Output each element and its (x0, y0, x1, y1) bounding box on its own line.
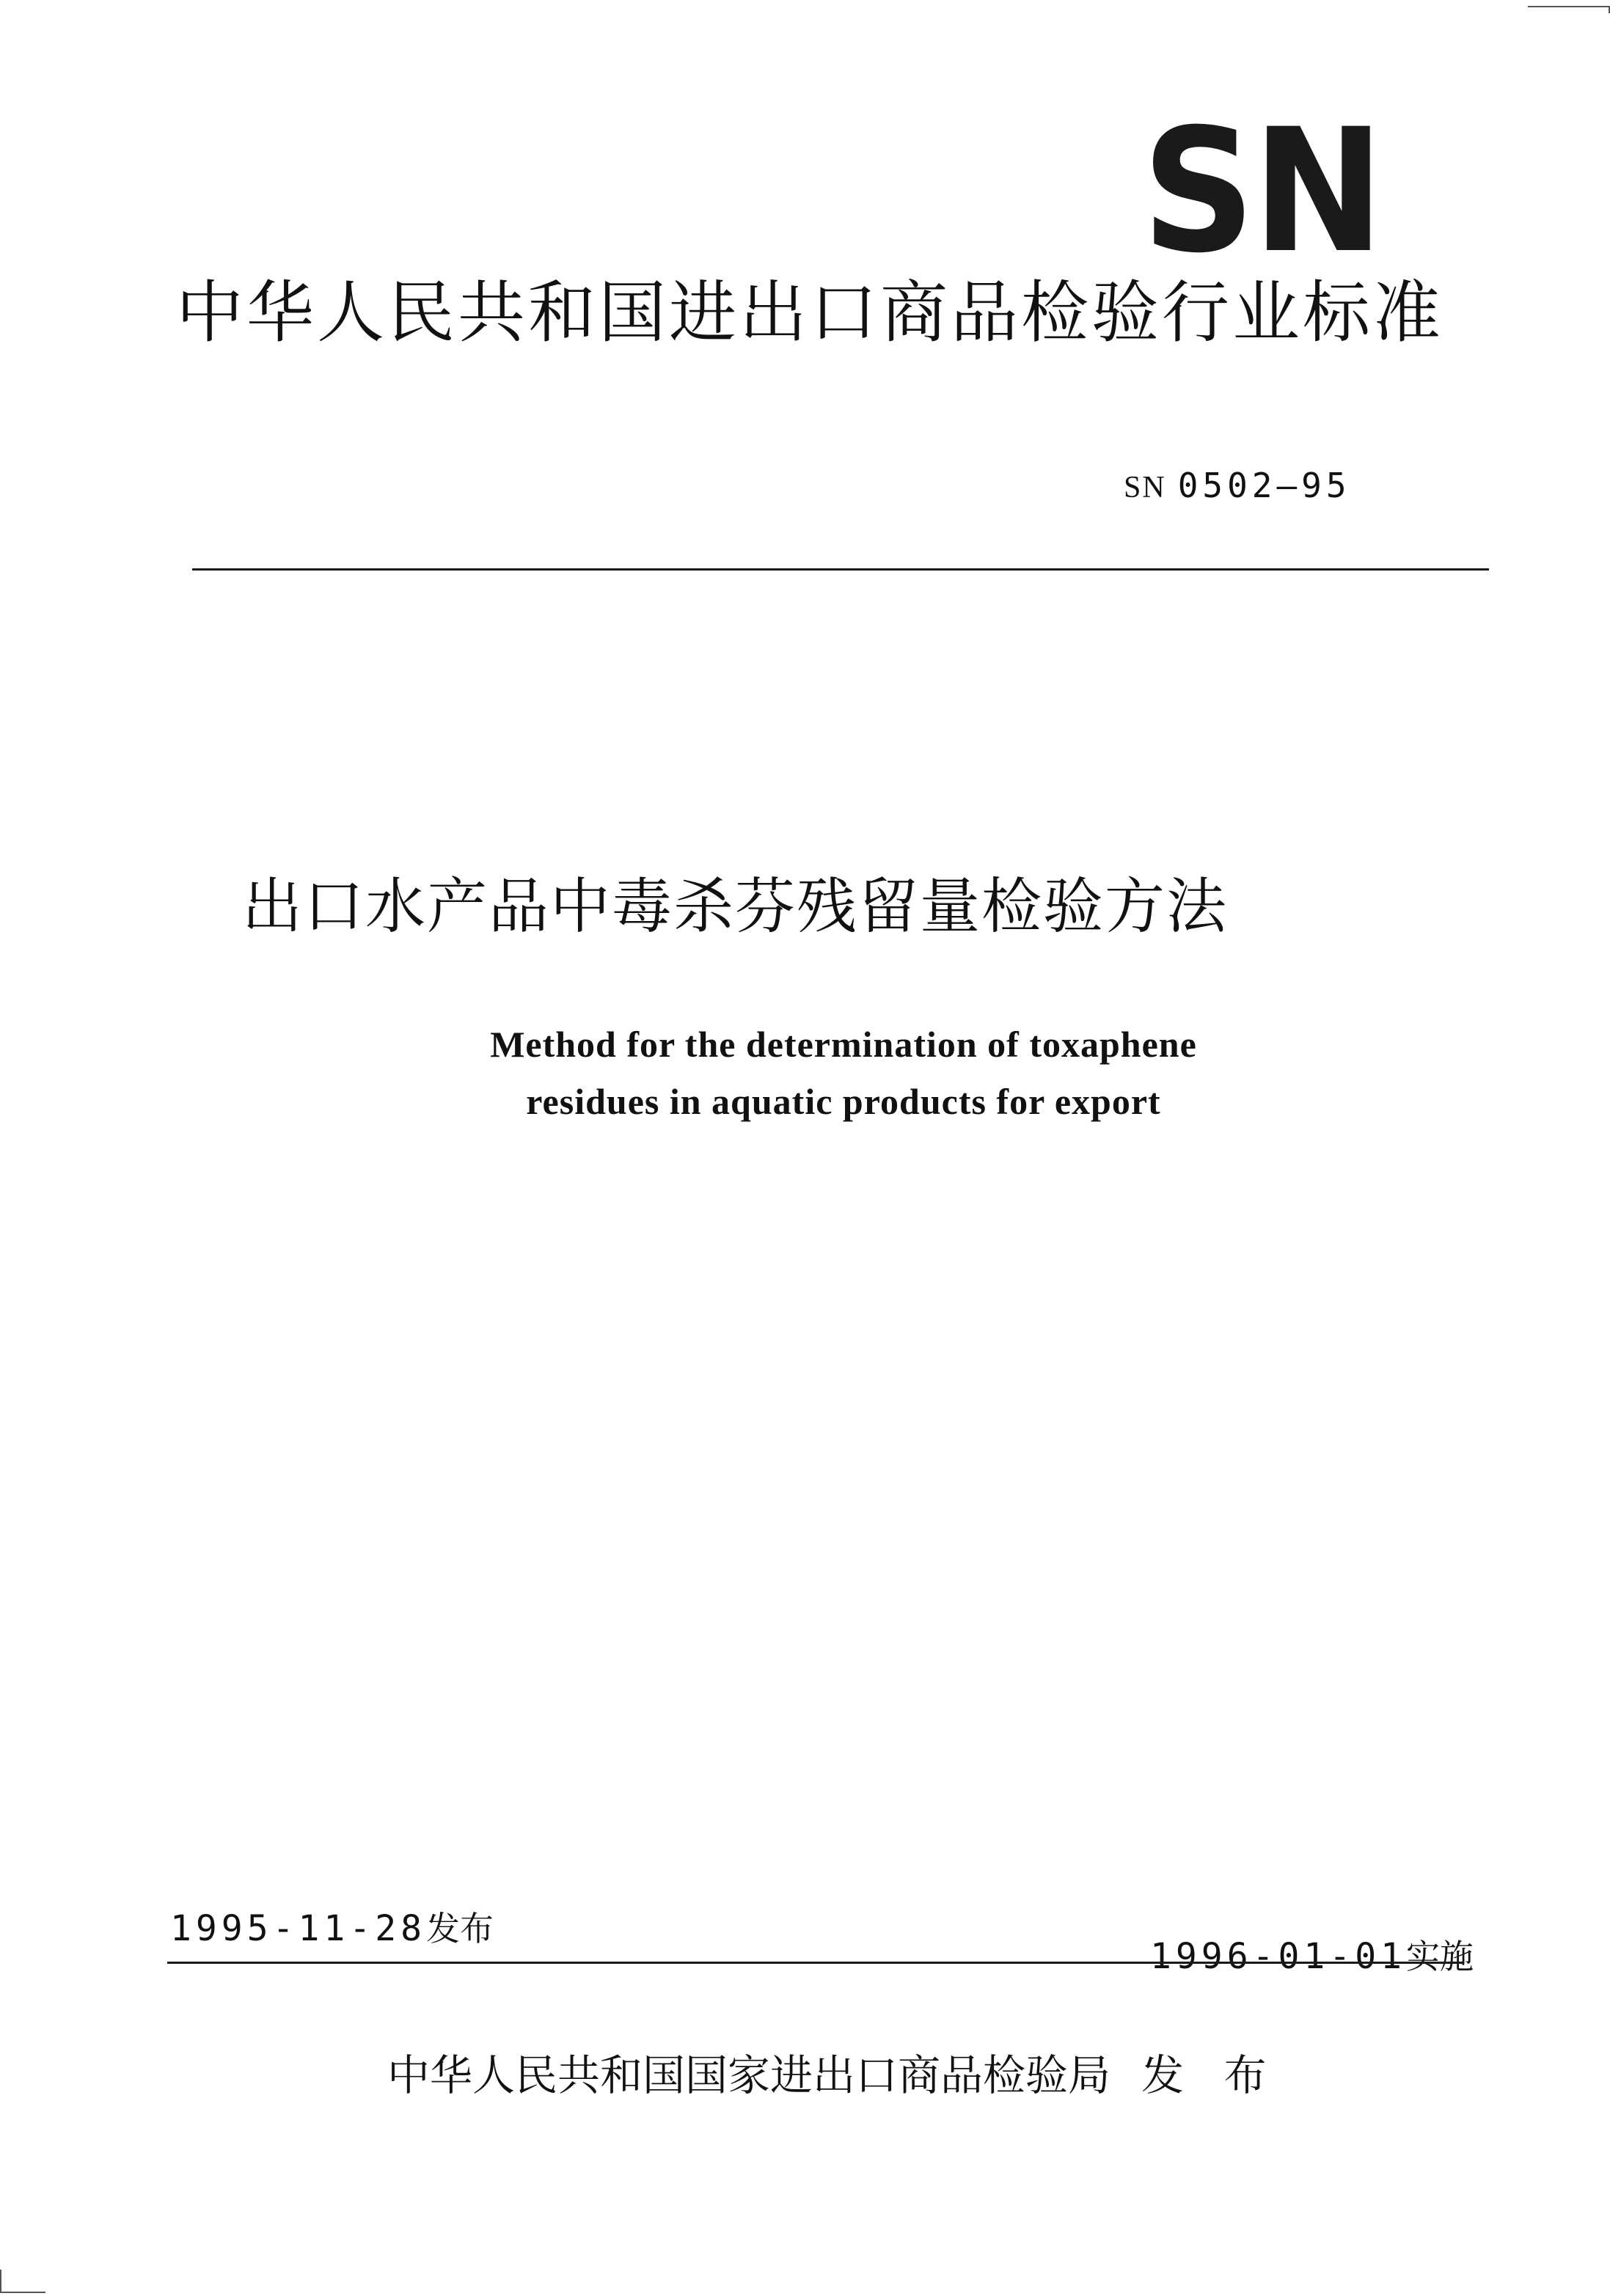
bottom-divider (167, 1962, 1464, 1964)
title-english-line-2: residues in aquatic products for export (526, 1081, 1161, 1122)
scan-corner-mark (1528, 6, 1610, 13)
publisher (387, 2046, 1279, 2105)
standard-code-prefix: SN (1124, 471, 1166, 505)
title-english (381, 1016, 1306, 1130)
issue-date (170, 1907, 494, 1951)
implementation-date-label: 实施 (1405, 1937, 1474, 1976)
top-divider (192, 568, 1489, 571)
title-english-line-1: Method for the determination of toxaphene (490, 1024, 1197, 1065)
issue-date-label: 发布 (425, 1909, 494, 1948)
publisher-name: 中华人民共和国国家进出口商品检验局 (387, 2050, 1111, 2100)
sn-logo-text: SN (1141, 123, 1382, 259)
sn-logo (1133, 123, 1390, 259)
standard-code (1124, 463, 1351, 510)
scan-corner-mark-bottom (0, 2270, 45, 2293)
implementation-date-value: 1996-01-01 (1150, 1936, 1406, 1977)
issue-date-value: 1995-11-28 (170, 1908, 426, 1949)
standard-category: 中华人民共和国进出口商品检验行业标准 (176, 274, 1444, 352)
standard-code-number: 0502—95 (1177, 466, 1351, 505)
implementation-date (1150, 1934, 1474, 1978)
publisher-action: 发 布 (1141, 2050, 1280, 2100)
title-chinese: 出口水产品中毒杀芬残留量检验方法 (242, 872, 1229, 942)
